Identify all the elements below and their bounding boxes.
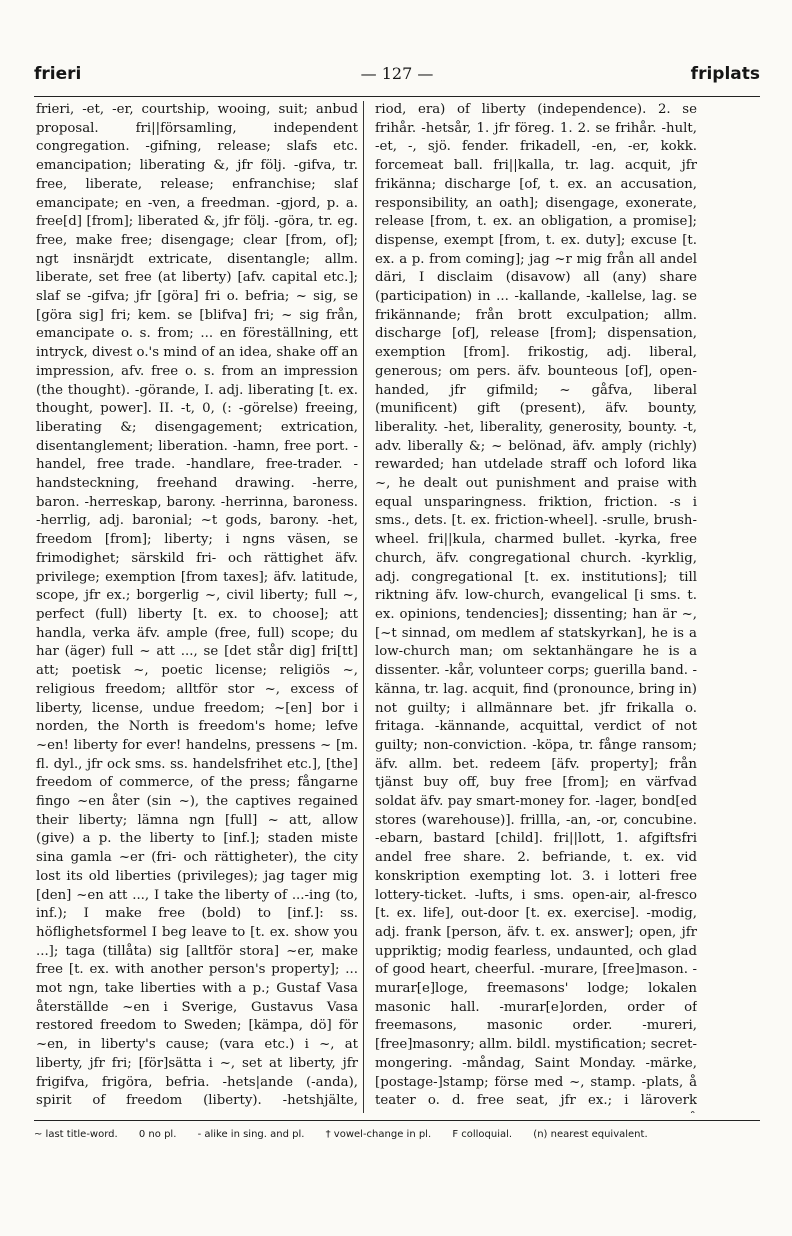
right-column bbox=[375, 101, 697, 1113]
legend-item: 0 no pl. bbox=[138, 1129, 177, 1140]
legend-item: - alike in sing. and pl. bbox=[197, 1129, 305, 1140]
header-rule bbox=[34, 96, 760, 97]
left-column bbox=[36, 101, 358, 1113]
right-column-text: riod, era) of liberty (independence). 2. se frihår. -hetsår, 1. jfr föreg. 1. 2. se frihår. -hult, -et, -, sjö. fender. frikadell, -en, -er, kokk. forcemeat ball. fri||kalla, tr. lag. acquit, jfr frikänna; discharge [of, t. ex. an accusation, responsibility, an oath]; disengage, exonerate, release [from, t. ex. an obligation, a promise]; dispense, exempt [from, t. ex. duty]; excuse [t. ex. a p. from coming]; jag ~r mig från all andel däri, I disclaim (disavow) all (any) share (participation) in ... -kallande, -kallelse, lag. se frikännande; från brott exculpation; allm. discharge [of], release [from]; dispensation, exemption [from]. frikostig, adj. liberal, generous; om pers. äfv. bounteous [of], open-handed, jfr gifmild; ~ gåfva, liberal (munificent) gift (present), äfv. bounty, liberality. -het, liberality, generosity, bounty. -t, adv. liberally &; ~ belönad, äfv. amply (richly) rewarded; han utdelade straff och loford lika ~, he dealt out punishment and praise with equal unsparingness. friktion, friction. -s i sms., dets. [t. ex. friction-wheel]. -srulle, brush-wheel. fri||kula, charmed bullet. -kyrka, free church, äfv. congregational church. -kyrklig, adj. congregational [t. ex. institutions]; till riktning äfv. low-church, evangelical [i sms. t. ex. opinions, tendencies]; dissenting; han är ~, [~t sinnad, om medlem af statskyrkan], he is a low-church man; om sektanhängare he is a dissenter. -kår, volunteer corps; guerilla band. -känna, tr. lag. acquit, find (pronounce, bring in) not guilty; i allmännare bet. jfr frikalla o. fritaga. -kännande, acquittal, verdict of not guilty; non-conviction. -köpa, tr. fånge ransom; äfv. allm. bet. redeem [äfv. property]; från tjänst buy off, buy free [from]; en värfvad soldat äfv. pay smart-money for. -lager, bond[ed stores (warehouse)]. frillla, -an, -or, concubine. -ebarn, bastard [child]. fri||lott, 1. afgiftsfri andel free share. 2. befriande, t. ex. vid konskription exempting lot. 3. i lotteri free lottery-ticket. -lufts, i sms. open-air, al-fresco [t. ex. life], out-door [t. ex. exercise]. -modig, adj. frank [person, äfv. t. ex. answer]; open, jfr uppriktig; modig fearless, undaunted, och glad of good heart, cheerful. -murare, [free]mason. -murar[e]loge, freemasons' lodge; lokalen masonic hall. -murar[e]orden, order of freemasons, masonic order. -mureri, [free]masonry; allm. bildl. mystification; secret-mongering. -måndag, Saint Monday. -märke, [postage-]stamp; förse med ~, stamp. -plats, å teater o. d. free seat, jfr ex.; i läroverk bbox=[375, 102, 697, 1109]
column-divider bbox=[363, 101, 364, 1113]
page-header bbox=[34, 64, 760, 90]
legend-item: ~ last title-word. bbox=[34, 1129, 118, 1140]
legend-item: F colloquial. bbox=[452, 1129, 513, 1140]
legend-item: † vowel-change in pl. bbox=[325, 1129, 432, 1140]
left-guide-word: frieri bbox=[34, 64, 82, 84]
legend bbox=[34, 1129, 760, 1140]
right-guide-word: friplats bbox=[690, 64, 760, 84]
legend-item: (n) nearest equivalent. bbox=[533, 1129, 648, 1140]
page-number: — 127 — bbox=[360, 64, 434, 83]
footer-rule bbox=[34, 1120, 760, 1121]
left-column-text: frieri, -et, -er, courtship, wooing, suit; anbud proposal. fri||församling, independent congregation. -gifning, release; slafs etc. emancipation; liberating &, jfr följ. -gifva, tr. free, liberate, release; enfranchise; slaf emancipate; en -ven, a freedman. -gjord, p. a. free[d] [from]; liberated &, jfr följ. -göra, tr. eg. free, make free; disengage; clear [from, of]; ngt insnärjdt extricate, disentangle; allm. liberate, set free (at liberty) [afv. capital etc.]; slaf se -gifva; jfr [göra] fri o. befria; ~ sig, se [göra sig] fri; kem. se [blifva] fri; ~ sig från, emancipate o. s. from; ... en föreställning, ett intryck, divest o.'s mind of an idea, shake off an impression, afv. free o. s. from an impression (the thought). -görande, I. adj. liberating [t. ex. thought, power]. II. -t, 0, (: -görelse) freeing, liberating &; disengagement; extrication, disentanglement; liberation. -hamn, free port. -handel, free trade. -handlare, free-trader. -handsteckning, freehand drawing. -herre, baron. -herreskap, barony. -herrinna, baroness. -herrlig, adj. baronial; ~t gods, barony. -het, freedom [from]; liberty; i ngns väsen, se frimodighet; särskild fri- och rättighet äfv. privilege; exemption [from taxes]; äfv. latitude, scope, jfr ex.; borgerlig ~, civil liberty; full ~, perfect (full) liberty [t. ex. to choose]; att handla, verka äfv. ample (free, full) scope; du har (äger) full ~ att ..., se [det står dig] fri[tt] att; poetisk ~, poetic license; religiös ~, religious freedom; alltför stor ~, excess of liberty, license, undue freedom; ~[en] bor i norden, the North is freedom's home; lefve ~en! liberty for ever! handelns, pressens ~ [m. fl. dyl., jfr ock sms. ss. handelsfrihet etc.], [the] freedom of commerce, of the press; fångarne fingo ~en åter (sin ~), the captives regained their liberty; lämna ngn [full] ~ att, allow (give) a p. the liberty to [inf.]; staden miste sina gamla ~er (fri- och rättigheter), the city lost its old liberties (privileges); jag tager mig [den] ~en att ..., I take the liberty of ...-ing (to, inf.); I make free (bold) to [inf.]: ss. höflighetsformel I beg leave to [t. ex. show you ...]; taga (tillåta) sig [alltför stora] ~er, make free [t. ex. with another person's property]; ... mot ngn, take liberties with a p.; Gustaf Vasa återställde ~en i Sverige, Gustavus Vasa restored freedom to Sweden; [kämpa, dö] för ~en, in liberty's cause; (vara etc.) i ~, at liberty, jfr fri; [för]sätta i ~, set at liberty, jfr frigifva, frigöra, befria. -hets|ande (-anda), spirit of freedom (liberty). -hetshjälte, bbox=[36, 102, 358, 1109]
